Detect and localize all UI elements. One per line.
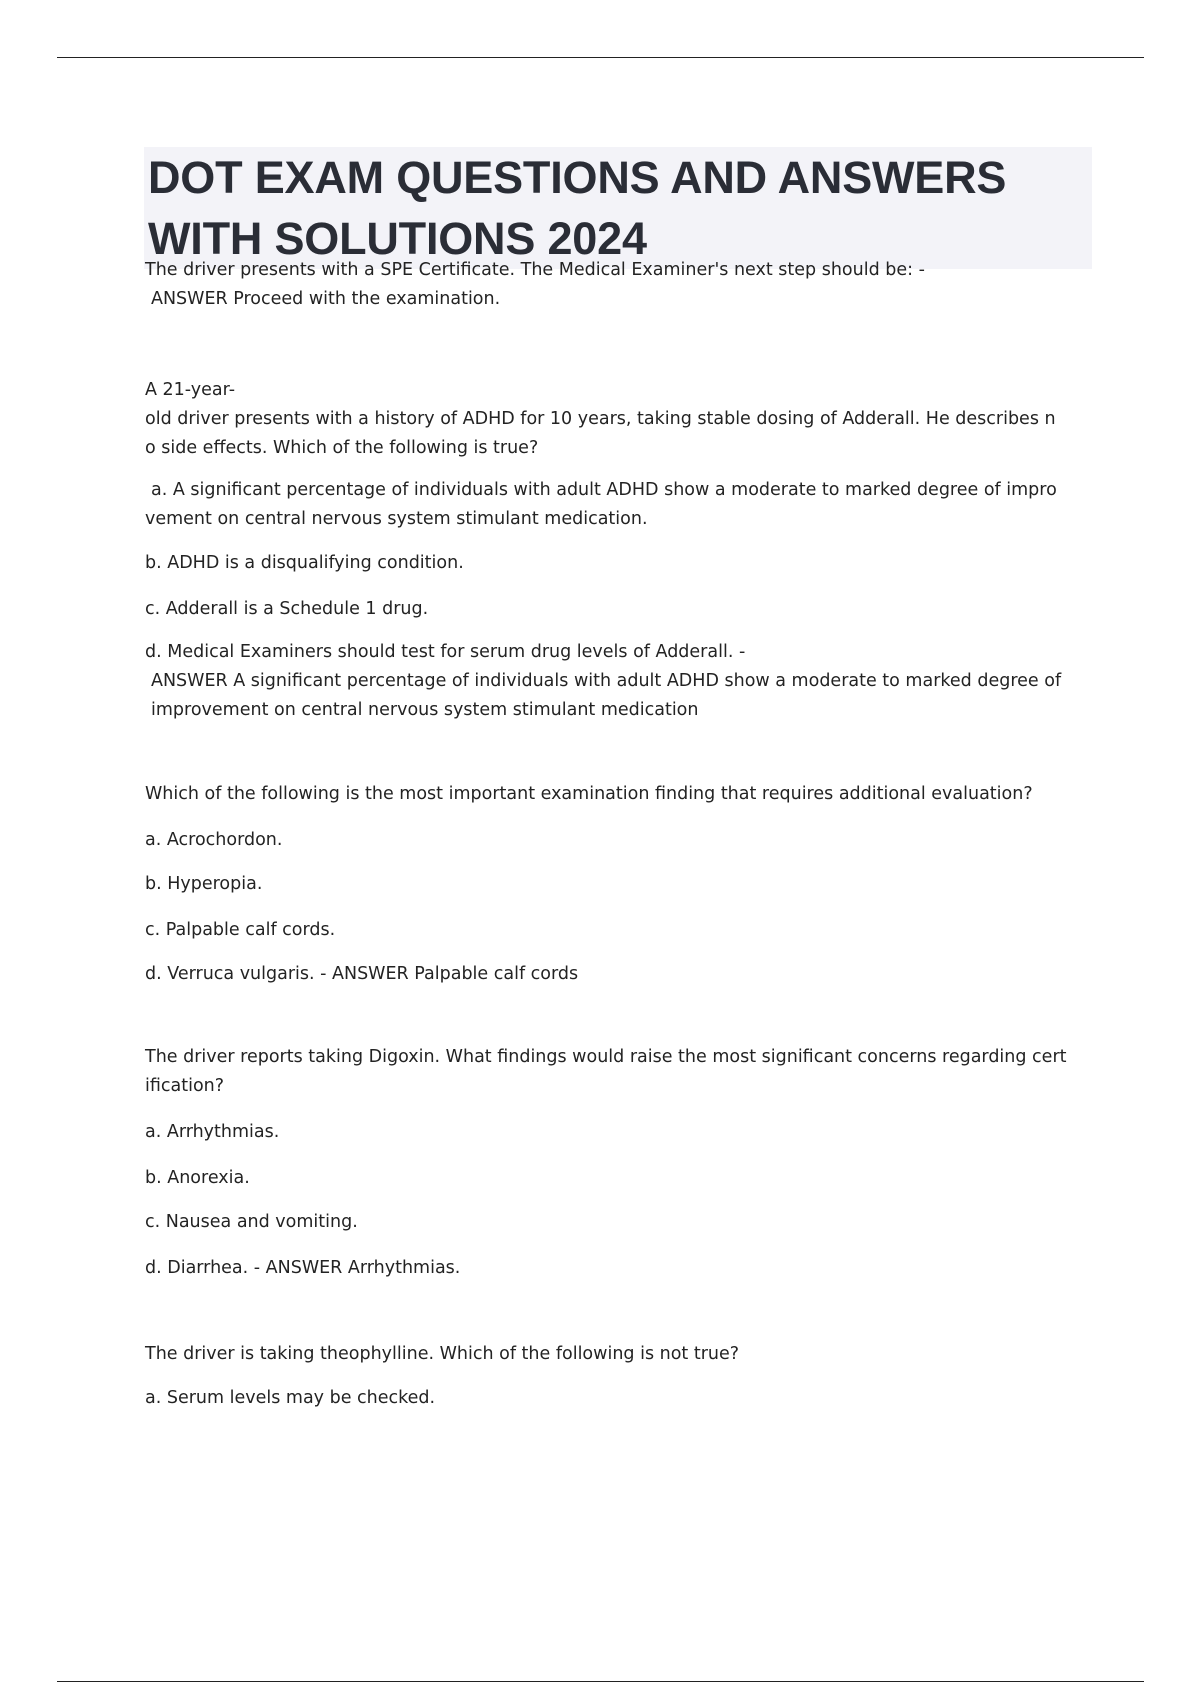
question-block-3: [145, 780, 1095, 989]
option-b: b. Anorexia.: [145, 1168, 250, 1188]
top-rule: [57, 57, 1144, 58]
document-body: [145, 256, 1095, 1413]
question-block-1: [145, 256, 1095, 314]
question-text: Which of the following is the most important examination finding that requires additional evaluation?: [145, 784, 1033, 804]
question-text: The driver is taking theophylline. Which of the following is not true?: [145, 1344, 740, 1364]
option-c: c. Palpable calf cords.: [145, 920, 336, 940]
answer-text: ANSWER Proceed with the examination.: [151, 289, 501, 309]
option-a: a. Acrochordon.: [145, 830, 283, 850]
option-a: a. Arrhythmias.: [145, 1122, 280, 1142]
option-a: a. Serum levels may be checked.: [145, 1388, 436, 1408]
question-block-2: [145, 376, 1095, 725]
option-c: c. Nausea and vomiting.: [145, 1212, 358, 1232]
question-text: ification?: [145, 1076, 225, 1096]
question-text: o side effects. Which of the following is true?: [145, 438, 539, 458]
option-d: d. Verruca vulgaris. - ANSWER Palpable calf cords: [145, 964, 579, 984]
question-block-5: [145, 1340, 1095, 1413]
option-a: a. A significant percentage of individuals with adult ADHD show a moderate to marked degree of impro: [151, 480, 1057, 500]
answer-text: improvement on central nervous system stimulant medication: [151, 700, 699, 720]
option-d: d. Medical Examiners should test for serum drug levels of Adderall. -: [145, 642, 746, 662]
option-a-continued: vement on central nervous system stimulant medication.: [145, 509, 648, 529]
bottom-rule: [57, 1681, 1144, 1682]
question-text: old driver presents with a history of ADHD for 10 years, taking stable dosing of Adderall. He describes n: [145, 409, 1056, 429]
answer-text: ANSWER A significant percentage of individuals with adult ADHD show a moderate to marked degree of: [151, 671, 1062, 691]
question-text: The driver reports taking Digoxin. What findings would raise the most significant concerns regarding cert: [145, 1047, 1067, 1067]
title-line-1: DOT EXAM QUESTIONS AND ANSWERS: [148, 152, 1007, 203]
question-text: A 21-year-: [145, 380, 236, 400]
option-b: b. Hyperopia.: [145, 874, 263, 894]
title-block: [144, 147, 1092, 269]
option-d: d. Diarrhea. - ANSWER Arrhythmias.: [145, 1258, 461, 1278]
title-line-2: WITH SOLUTIONS 2024: [148, 213, 647, 264]
question-text: The driver presents with a SPE Certificate. The Medical Examiner's next step should be: -: [145, 260, 925, 280]
option-c: c. Adderall is a Schedule 1 drug.: [145, 599, 429, 619]
document-title: [148, 147, 1088, 269]
question-block-4: [145, 1043, 1095, 1283]
option-b: b. ADHD is a disqualifying condition.: [145, 553, 464, 573]
